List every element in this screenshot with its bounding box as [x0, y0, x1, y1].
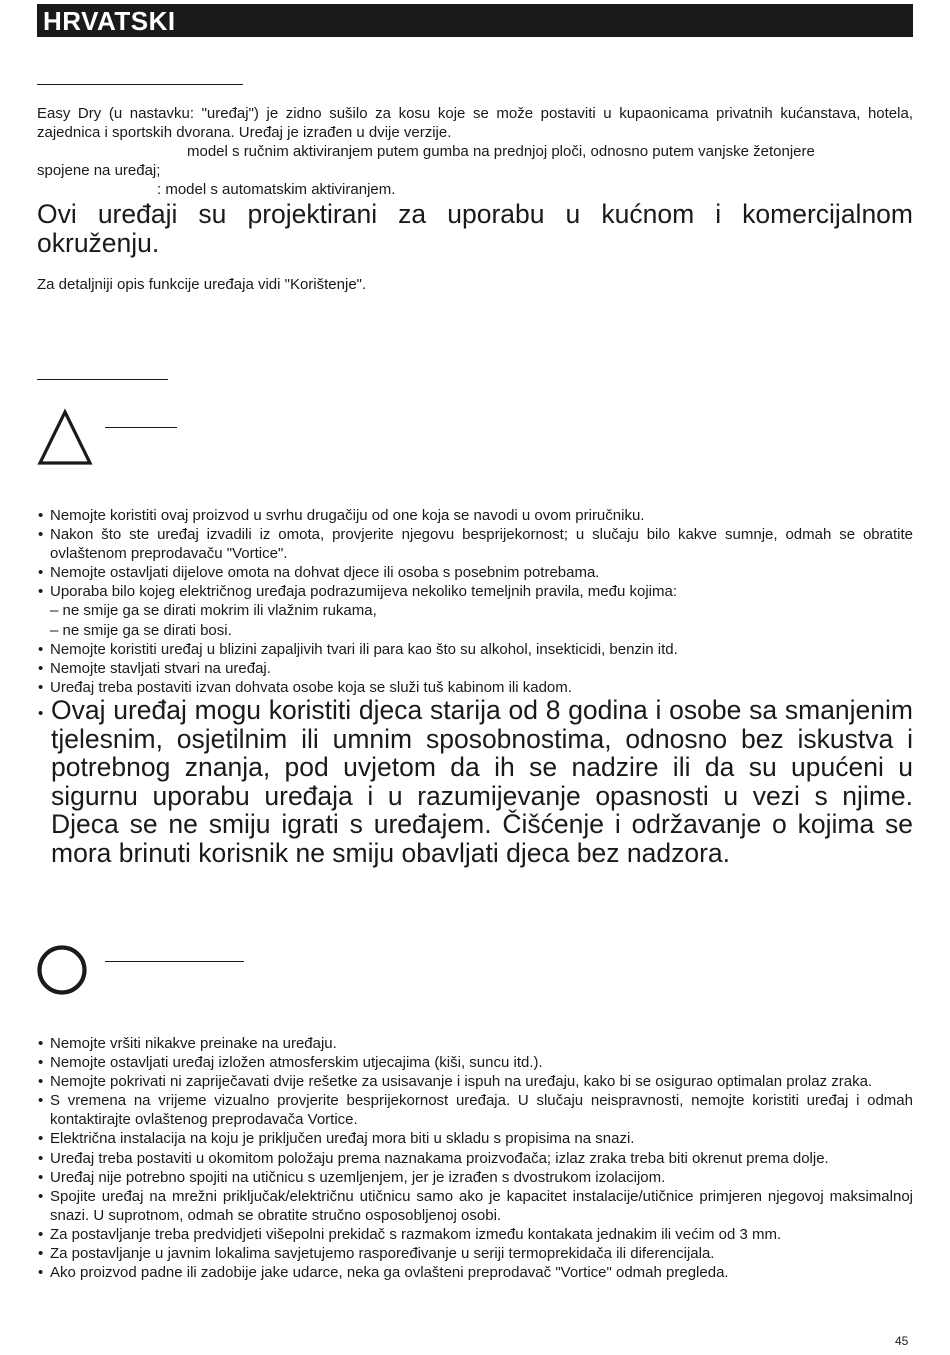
- prohibition-heading-rule: [105, 961, 244, 962]
- list-item: • Uporaba bilo kojeg električnog uređaja podrazumijeva nekoliko temeljnih pravila, među kojima:: [37, 582, 913, 601]
- list-item: • Uređaj nije potrebno spojiti na utičnicu s uzemljenjem, jer je izrađen s dvostrukom izolacijom.: [37, 1168, 913, 1187]
- list-item: • Nemojte stavljati stvari na uređaj.: [37, 659, 913, 678]
- prohibition-list: [37, 1034, 913, 1282]
- prohibition-circle-icon: [36, 944, 88, 996]
- variant-manual-line1: model s ručnim aktiviranjem putem gumba na prednjoj ploči, odnosno putem vanjske žetonjere: [187, 143, 815, 160]
- list-item: • Za postavljanje treba predvidjeti višepolni prekidač s razmakom između kontakata jednakim ili većim od 3 mm.: [37, 1225, 913, 1244]
- list-item: • Ako proizvod padne ili zadobije jake udarce, neka ga ovlašteni preprodavač "Vortice" odmah pregleda.: [37, 1263, 913, 1282]
- language-title: HRVATSKI: [43, 6, 176, 36]
- list-item: • Nemojte ostavljati dijelove omota na dohvat djece ili osoba s posebnim potrebama.: [37, 563, 913, 582]
- list-item: • S vremena na vrijeme vizualno provjerite besprijekornost uređaja. U slučaju neispravnosti, nemojte koristiti uređaj i odmah kontaktirajte ovlaštenog preprodavača Vortice.: [37, 1091, 913, 1129]
- list-item: • Nemojte vršiti nikakve preinake na uređaju.: [37, 1034, 913, 1053]
- list-item: • Električna instalacija na koju je priključen uređaj mora biti u skladu s propisima na snazi.: [37, 1129, 913, 1148]
- list-item: • Nemojte pokrivati ni zapriječavati dvije rešetke za usisavanje i ispuh na uređaju, kako bi se osigurao optimalan prolaz zraka.: [37, 1072, 913, 1091]
- section-rule-safety: [37, 379, 168, 380]
- children-safety-text: Ovaj uređaj mogu koristiti djeca starija od 8 godina i osobe sa smanjenim tjelesnim, osjetilnim ili umnim sposobnostima, odnosno bez iskustva i potrebnog znanja, pod uvjetom da ih se nadzire ili da su upućeni u sigurnu uporabu uređaja i u razumijevanje opasnosti u vezi s njime. Djeca se ne smiju igrati s uređajem. Čišćenje i održavanje o kojima se mora brinuti korisnik ne smiju obavljati djeca bez nadzora.: [51, 695, 913, 868]
- list-item: • Nemojte koristiti uređaj u blizini zapaljivih tvari ili para kao što su alkohol, insekticidi, benzin itd.: [37, 640, 913, 659]
- language-header: [37, 4, 913, 37]
- list-item: • Spojite uređaj na mrežni priključak/električnu utičnicu samo ako je kapacitet instalacije/utičnice primjeren njegovoj maksimalnoj snazi. U suprotnom, odmah se obratite stručno osposobljenoj osobi.: [37, 1187, 913, 1225]
- warning-list: [37, 506, 913, 697]
- warning-triangle-icon: [37, 408, 93, 466]
- list-item: • Nakon što ste uređaj izvadili iz omota, provjerite njegovu besprijekornost; u slučaju bilo kakve sumnje, odmah se obratite ovlaštenom preprodavaču "Vortice".: [37, 525, 913, 563]
- warning-heading-rule: [105, 427, 177, 428]
- sub-list-item: – ne smije ga se dirati mokrim ili vlažnim rukama,: [50, 602, 377, 620]
- list-item: • Za postavljanje u javnim lokalima savjetujemo raspoređivanje u seriji termoprekidača ili diferencijala.: [37, 1244, 913, 1263]
- usage-environment-statement: Ovi uređaji su projektirani za uporabu u kućnom i komercijalnom okruženju.: [37, 199, 913, 258]
- variant-manual-line2: spojene na uređaj;: [37, 162, 161, 179]
- page-number: 45: [895, 1334, 909, 1348]
- variant-automatic: : model s automatskim aktiviranjem.: [157, 181, 396, 198]
- functions-reference: Za detaljniji opis funkcije uređaja vidi "Korištenje".: [37, 276, 367, 293]
- intro-paragraph: Easy Dry (u nastavku: "uređaj") je zidno sušilo za kosu koje se može postaviti u kupaonicama privatnih kućanstava, hotela, zajednica i sportskih dvorana. Uređaj je izrađen u dvije verzije.: [37, 105, 913, 141]
- bullet-marker: •: [38, 705, 44, 722]
- section-rule-description: [37, 84, 243, 85]
- list-item: • Uređaj treba postaviti u okomitom položaju prema naznakama proizvođača; izlaz zraka treba biti okrenut prema dolje.: [37, 1149, 913, 1168]
- list-item: • Nemojte ostavljati uređaj izložen atmosferskim utjecajima (kiši, suncu itd.).: [37, 1053, 913, 1072]
- list-item: • Nemojte koristiti ovaj proizvod u svrhu drugačiju od one koja se navodi u ovom priručniku.: [37, 506, 913, 525]
- sub-list-item: – ne smije ga se dirati bosi.: [50, 621, 232, 639]
- list-item: • Uređaj treba postaviti izvan dohvata osobe koja se služi tuš kabinom ili kadom.: [37, 678, 913, 697]
